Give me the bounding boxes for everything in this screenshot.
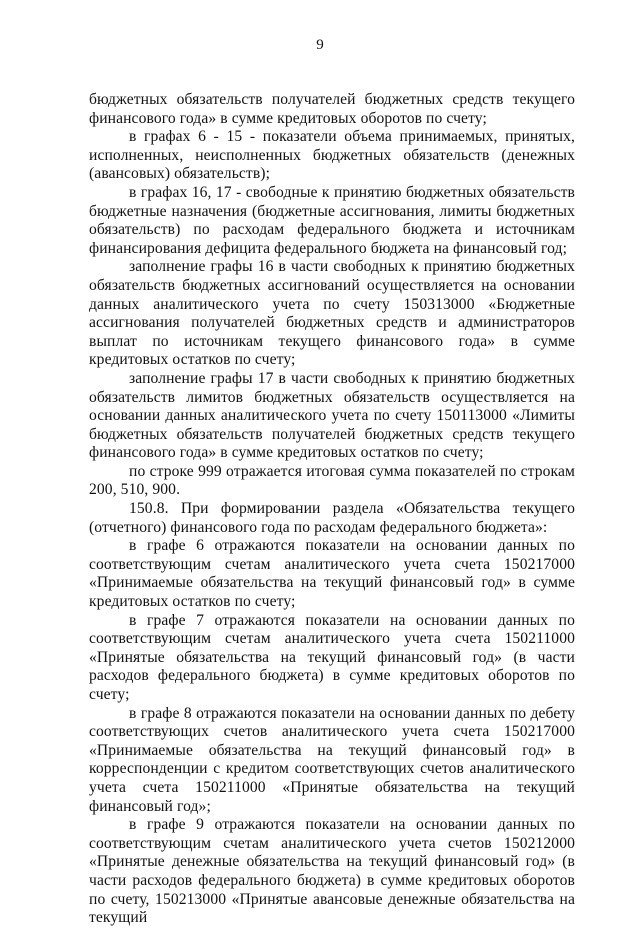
paragraph: в графах 6 - 15 - показатели объема принимаемых, принятых, исполненных, неисполненных бюджетных обязательств (денежных (авансовых) обязательств); — [89, 128, 575, 183]
paragraph: по строке 999 отражается итоговая сумма показателей по строкам 200, 510, 900. — [89, 462, 575, 499]
section-heading-paragraph: 150.8. При формировании раздела «Обязательства текущего (отчетного) финансового года по расходам федерального бюджета»: — [89, 500, 575, 536]
paragraph: в графах 16, 17 - свободные к принятию бюджетных обязательств бюджетные назначения (бюджетные ассигнования, лимиты бюджетных обязательств) по расходам федерального бюджета и источникам финансирования дефицита федерального бюджета на финансовый год; — [89, 183, 575, 257]
document-body — [89, 91, 575, 928]
paragraph: в графе 8 отражаются показатели на основании данных по дебету соответствующих счетов аналитического учета счета 150217000 «Принимаемые обязательства на текущий финансовый год» в корреспонденции с кредитом соответствующих счетов аналитического учета счета 150211000 «Принятые обязательства на текущий финансовый год»; — [89, 704, 575, 815]
paragraph: заполнение графы 16 в части свободных к принятию бюджетных обязательств бюджетных ассигнований осуществляется на основании данных аналитического учета по счету 150313000 «Бюджетные ассигнования получателей бюджетных средств и администраторов выплат по источникам текущего финансового года» в сумме кредитовых остатков по счету; — [89, 258, 575, 369]
paragraph: в графе 9 отражаются показатели на основании данных по соответствующим счетам аналитического учета счетов 150212000 «Принятые денежные обязательства на текущий финансовый год» (в части расходов федерального бюджета) в сумме кредитовых оборотов по счету, 150213000 «Принятые авансовые денежные обязательства на текущий — [89, 816, 575, 927]
paragraph: заполнение графы 17 в части свободных к принятию бюджетных обязательств лимитов бюджетных обязательств осуществляется на основании данных аналитического учета по счету 150113000 «Лимиты бюджетных обязательств получателей бюджетных средств текущего финансового года» в сумме кредитовых остатков по счету; — [89, 369, 575, 462]
paragraph: в графе 7 отражаются показатели на основании данных по соответствующим счетам аналитического учета счета 150211000 «Принятые обязательства на текущий финансовый год» (в части расходов федерального бюджета) в сумме кредитовых оборотов по счету; — [89, 611, 575, 703]
paragraph: в графе 6 отражаются показатели на основании данных по соответствующим счетам аналитического учета счета 150217000 «Принимаемые обязательства на текущий финансовый год» в сумме кредитовых остатков по счету; — [89, 537, 575, 611]
paragraph-continuation: бюджетных обязательств получателей бюджетных средств текущего финансового года» в сумме кредитовых оборотов по счету; — [89, 91, 575, 127]
page-number: 9 — [316, 37, 324, 53]
